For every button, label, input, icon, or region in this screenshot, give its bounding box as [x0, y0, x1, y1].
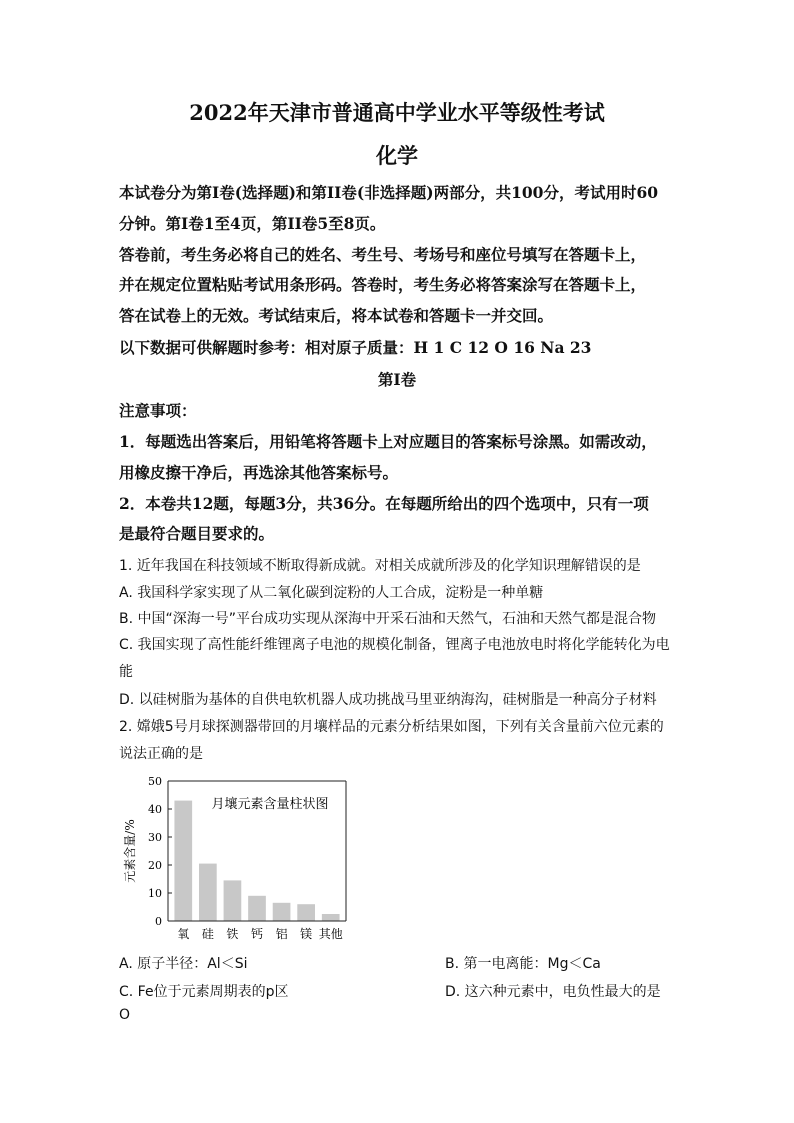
intro-line-1: 本试卷分为第I卷(选择题)和第II卷(非选择题)两部分，共100分，考试用时60	[119, 183, 659, 202]
y-tick-label: 0	[155, 915, 162, 928]
bar-6	[322, 914, 340, 921]
bar-1	[199, 864, 217, 921]
intro-line-3: 答卷前，考生务必将自己的姓名、考生号、考场号和座位号填写在答题卡上，	[119, 245, 647, 264]
x-tick-label: 铝	[275, 927, 288, 941]
x-tick-label: 其他	[318, 927, 343, 941]
q2-stem-cont: 说法正确的是	[119, 746, 203, 762]
exam-title: 2022年天津市普通高中学业水平等级性考试	[189, 100, 605, 125]
q1-stem: 1. 近年我国在科技领域不断取得新成就。对相关成就所涉及的化学知识理解错误的是	[119, 558, 641, 574]
intro-line-5: 答在试卷上的无效。考试结束后，将本试卷和答题卡一并交回。	[119, 306, 554, 325]
q2-stem: 2. 嫦娥5号月球探测器带回的月壤样品的元素分析结果如图，下列有关含量前六位元素的	[119, 719, 664, 735]
q2-option-a: A. 原子半径：Al＜Si	[119, 956, 248, 972]
q2-option-d-cont: O	[119, 1007, 131, 1023]
y-tick-label: 10	[148, 887, 162, 900]
x-tick-label: 镁	[300, 927, 313, 941]
bar-5	[297, 904, 315, 921]
y-axis-label: 元素含量/%	[123, 819, 137, 883]
subject-title: 化学	[376, 143, 418, 168]
moon-soil-bar-chart	[118, 772, 358, 944]
x-tick-label: 氧	[177, 927, 190, 941]
bar-2	[224, 880, 242, 921]
note-line-2: 用橡皮擦干净后，再选涂其他答案标号。	[119, 463, 399, 482]
q1-option-a: A. 我国科学家实现了从二氧化碳到淀粉的人工合成，淀粉是一种单糖	[119, 585, 544, 601]
y-tick-label: 30	[148, 831, 162, 844]
q1-option-d: D. 以硅树脂为基体的自供电软机器人成功挑战马里亚纳海沟，硅树脂是一种高分子材料	[119, 692, 657, 708]
q2-option-b: B. 第一电离能：Mg＜Ca	[445, 956, 601, 972]
bar-4	[273, 903, 291, 921]
q1-option-c: C. 我国实现了高性能纤维锂离子电池的规模化制备，锂离子电池放电时将化学能转化为电	[119, 637, 670, 653]
intro-line-4: 并在规定位置粘贴考试用条形码。答卷时，考生务必将答案涂写在答题卡上，	[119, 275, 647, 294]
q2-option-d: D. 这六种元素中，电负性最大的是	[445, 984, 661, 1000]
bar-3	[248, 896, 266, 921]
x-tick-label: 钙	[250, 927, 264, 941]
q1-option-c-cont: 能	[119, 664, 133, 680]
y-tick-label: 40	[148, 803, 162, 816]
notes-heading: 注意事项：	[119, 401, 197, 420]
chart-title: 月壤元素含量柱状图	[211, 797, 329, 812]
y-tick-label: 20	[148, 859, 162, 872]
reference-masses: 以下数据可供解题时参考：相对原子质量：H 1 C 12 O 16 Na 23	[119, 338, 592, 357]
section-title: 第I卷	[377, 370, 417, 389]
bar-0	[174, 801, 192, 921]
q2-option-c: C. Fe位于元素周期表的p区	[119, 984, 289, 1000]
x-tick-label: 硅	[201, 927, 214, 941]
note-line-4: 是最符合题目要求的。	[119, 524, 275, 543]
x-tick-label: 铁	[226, 927, 239, 941]
note-line-3: 2．本卷共12题，每题3分，共36分。在每题所给出的四个选项中，只有一项	[119, 494, 649, 513]
q1-option-b: B. 中国“深海一号”平台成功实现从深海中开采石油和天然气，石油和天然气都是混合物	[119, 611, 657, 627]
intro-line-2: 分钟。第I卷1至4页，第II卷5至8页。	[119, 214, 386, 233]
y-tick-label: 50	[148, 775, 162, 788]
note-line-1: 1．每题选出答案后，用铅笔将答题卡上对应题目的答案标号涂黑。如需改动，	[119, 432, 657, 451]
